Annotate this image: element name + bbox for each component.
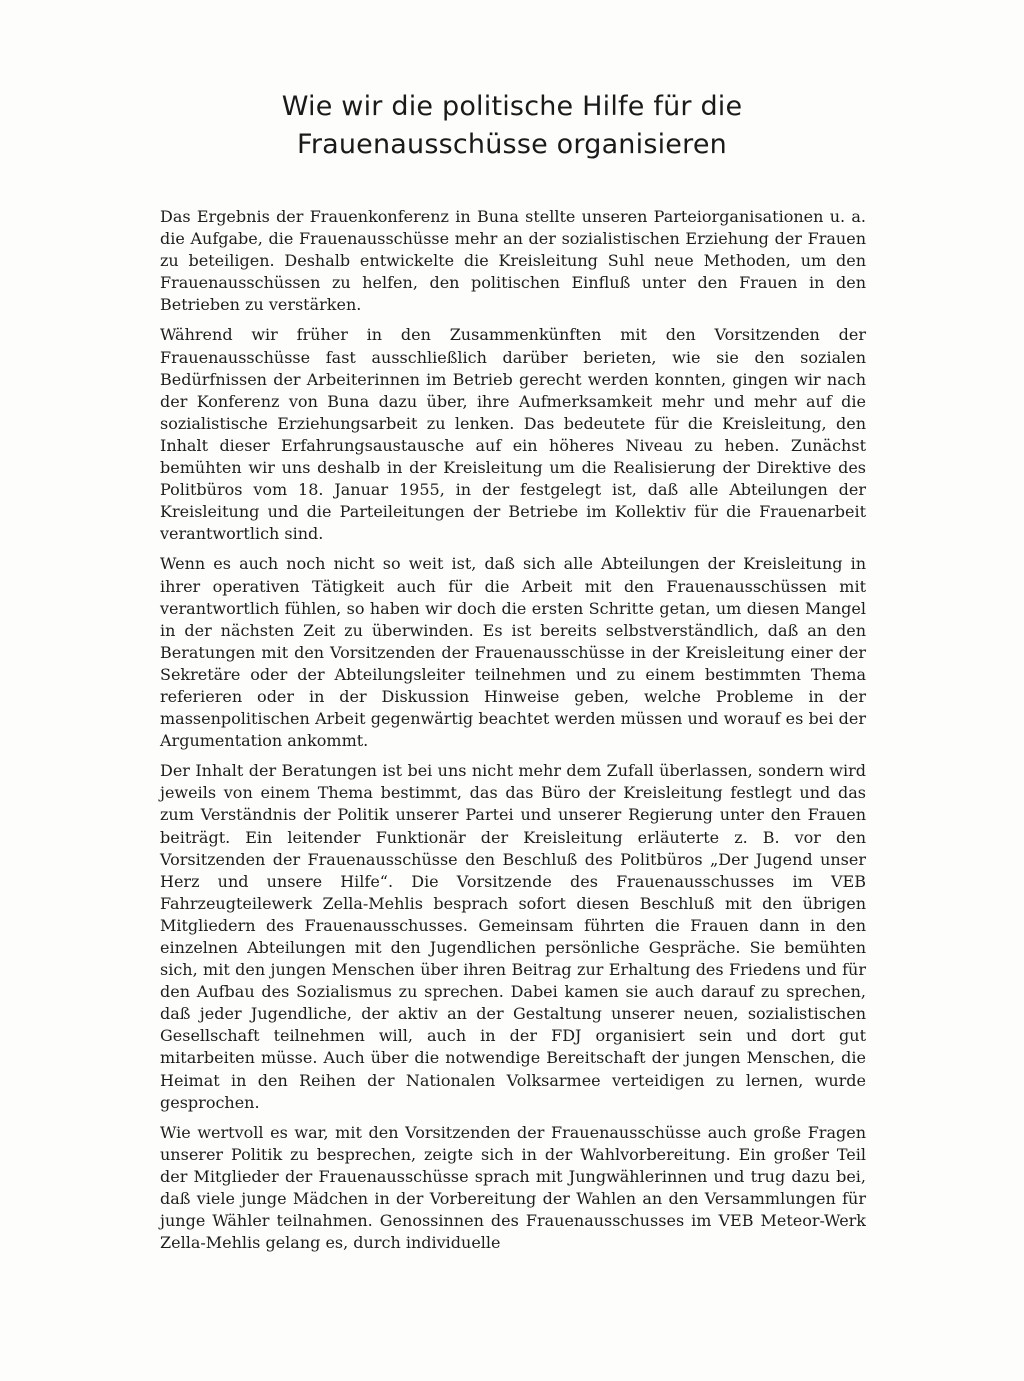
paragraph-3: Wenn es auch noch nicht so weit ist, daß sich alle Abteilungen der Kreisleitung in ihrer operativen Tätigkeit auch für die Arbeit mit den Frauenausschüssen mit verantwortlich fühlen, so haben wir doch die ersten Schritte getan, um diesen Mangel in der nächsten Zeit zu überwinden. Es ist bereits selbstverständlich, daß an den Beratungen mit den Vorsitzenden der Frauenausschüsse in der Kreisleitung einer der Sekretäre oder der Abteilungsleiter teilnehmen und zu einem bestimmten Thema referieren oder in der Diskussion Hinweise geben, welche Probleme in der massenpolitischen Arbeit gegenwärtig beachtet werden müssen und worauf es bei der Argumentation ankommt.	[160, 554, 866, 751]
paragraph-1: Das Ergebnis der Frauenkonferenz in Buna stellte unseren Parteiorganisationen u. a. die Aufgabe, die Frauenausschüsse mehr an der sozialistischen Erziehung der Frauen zu beteiligen. Deshalb entwickelte die Kreisleitung Suhl neue Methoden, um den Frauenausschüssen zu helfen, den politischen Einfluß unter den Frauen in den Betrieben zu verstärken.	[160, 207, 866, 315]
article-body	[160, 206, 866, 1254]
paragraph-4: Der Inhalt der Beratungen ist bei uns nicht mehr dem Zufall überlassen, sondern wird jeweils von einem Thema bestimmt, das das Büro der Kreisleitung festlegt und das zum Verständnis der Politik unserer Partei und unserer Regierung unter den Frauen beiträgt. Ein leitender Funktionär der Kreisleitung erläuterte z. B. vor den Vorsitzenden der Frauenausschüsse den Beschluß des Politbüros „Der Jugend unser Herz und unsere Hilfe“. Die Vorsitzende des Frauenausschusses im VEB Fahrzeugteilewerk Zella-Mehlis besprach sofort diesen Beschluß mit den übrigen Mitgliedern des Frauenausschusses. Gemeinsam führten die Frauen dann in den einzelnen Abteilungen mit den Jugendlichen persönliche Gespräche. Sie bemühten sich, mit den jungen Menschen über ihren Beitrag zur Erhaltung des Friedens und für den Aufbau des Sozialismus zu sprechen. Dabei kamen sie auch darauf zu sprechen, daß jeder Jugendliche, der aktiv an der Gestaltung unserer neuen, sozialistischen Gesellschaft teilnehmen will, auch in der FDJ organisiert sein und dort gut mitarbeiten müsse. Auch über die notwendige Bereitschaft der jungen Menschen, die Heimat in den Reihen der Nationalen Volksarmee verteidigen zu lernen, wurde gesprochen.	[160, 761, 866, 1112]
paragraph-2: Während wir früher in den Zusammenkünften mit den Vorsitzenden der Frauenausschüsse fast ausschließlich darüber berieten, wie sie den sozialen Bedürfnissen der Arbeiterinnen im Betrieb gerecht werden konnten, gingen wir nach der Konferenz von Buna dazu über, ihre Aufmerksamkeit mehr und mehr auf die sozialistische Erziehungsarbeit zu lenken. Das bedeutete für die Kreisleitung, den Inhalt dieser Erfahrungsaustausche auf ein höheres Niveau zu heben. Zunächst bemühten wir uns deshalb in der Kreisleitung um die Realisierung der Direktive des Politbüros vom 18. Januar 1955, in der festgelegt ist, daß alle Abteilungen der Kreisleitung und die Parteileitungen der Betriebe im Kollektiv für die Frauenarbeit verantwortlich sind.	[160, 325, 866, 544]
title-line-1: Wie wir die politische Hilfe für die	[281, 91, 743, 122]
page-title	[150, 88, 874, 165]
title-line-2: Frauenausschüsse organisieren	[297, 129, 727, 161]
paragraph-5: Wie wertvoll es war, mit den Vorsitzenden der Frauenausschüsse auch große Fragen unserer Politik zu besprechen, zeigte sich in der Wahlvorbereitung. Ein großer Teil der Mitglieder der Frauenausschüsse sprach mit Jungwählerinnen und trug dazu bei, daß viele junge Mädchen in der Vorbereitung der Wahlen an den Versammlungen für junge Wähler teilnahmen. Genossinnen des Frauenausschusses im VEB Meteor-Werk Zella-Mehlis gelang es, durch individuelle	[160, 1122, 866, 1253]
